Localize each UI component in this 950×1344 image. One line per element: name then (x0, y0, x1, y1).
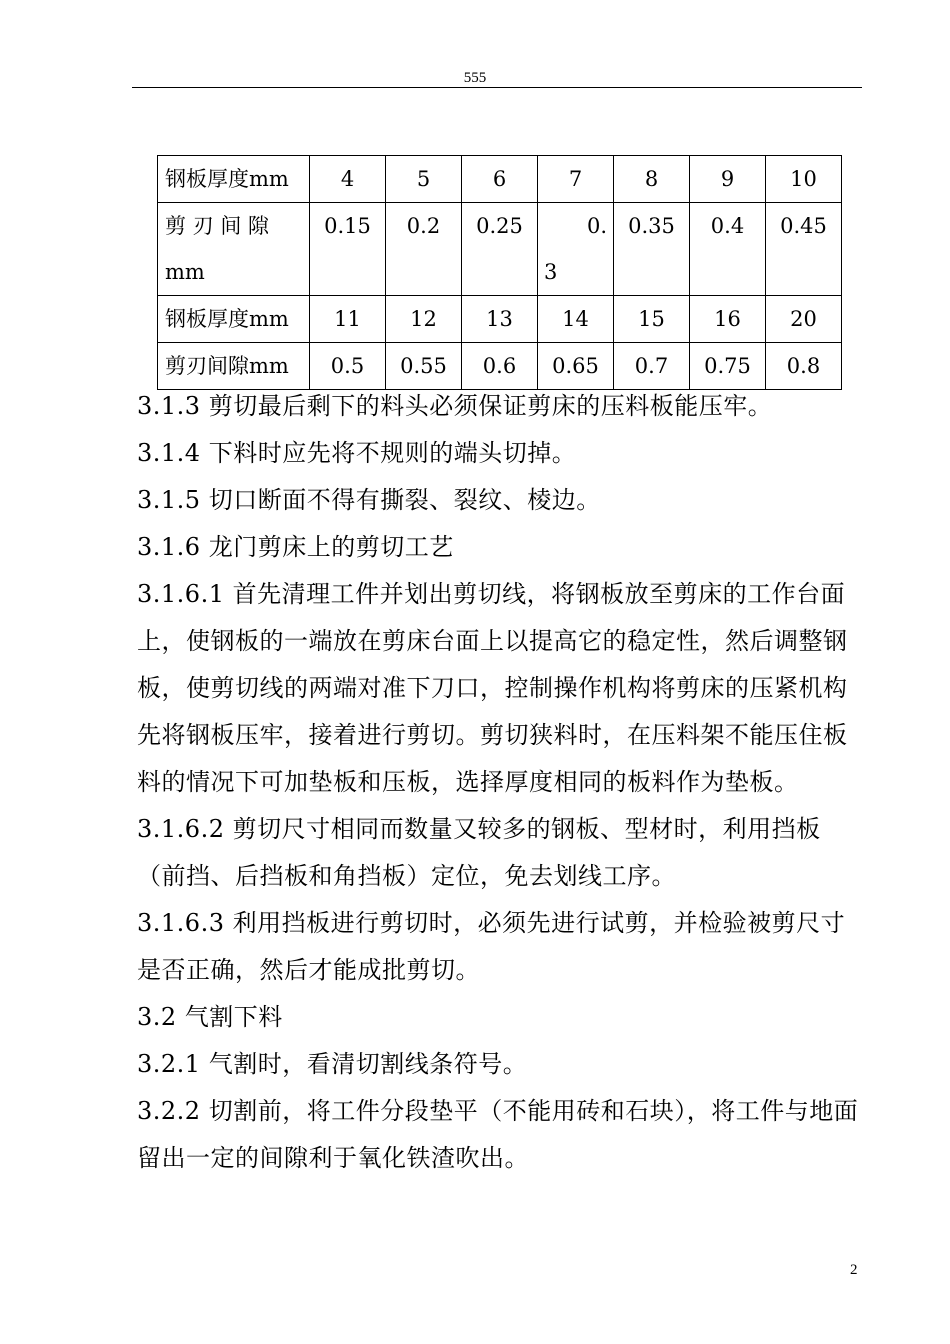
row-label: 钢板厚度mm (158, 156, 310, 203)
paragraph: 3.1.6 龙门剪床上的剪切工艺 (137, 533, 454, 561)
table-cell: 4 (310, 156, 386, 203)
table-cell: 20 (766, 296, 842, 343)
table-cell: 12 (386, 296, 462, 343)
table-cell: 0.55 (386, 343, 462, 390)
body-text (137, 383, 867, 1182)
table-cell: 0.35 (614, 203, 690, 296)
row-label: 钢板厚度mm (158, 296, 310, 343)
page-number: 2 (850, 1262, 858, 1278)
table-cell: 8 (614, 156, 690, 203)
table-row (158, 156, 842, 203)
table-cell: 11 (310, 296, 386, 343)
paragraph: 3.1.5 切口断面不得有撕裂、裂纹、棱边。 (137, 486, 601, 514)
table-cell: 0.65 (538, 343, 614, 390)
table-cell: 0.25 (462, 203, 538, 296)
table-cell: 0.7 (614, 343, 690, 390)
paragraph: 3.1.6.2 剪切尺寸相同而数量又较多的钢板、型材时，利用挡板（前挡、后挡板和角挡板）定位，免去划线工序。 (137, 815, 821, 890)
table-cell: 0.75 (690, 343, 766, 390)
table-cell: 13 (462, 296, 538, 343)
table-cell: 0.15 (310, 203, 386, 296)
table-row (158, 296, 842, 343)
paragraph: 3.2.2 切割前，将工件分段垫平（不能用砖和石块），将工件与地面留出一定的间隙利于氧化铁渣吹出。 (137, 1097, 859, 1172)
table-cell (538, 203, 614, 296)
table-cell: 0.6 (462, 343, 538, 390)
table-row (158, 203, 842, 296)
table-cell: 10 (766, 156, 842, 203)
table-cell: 14 (538, 296, 614, 343)
table-cell: 6 (462, 156, 538, 203)
table-cell: 0.5 (310, 343, 386, 390)
table-cell: 5 (386, 156, 462, 203)
page-header-number: 555 (463, 70, 487, 86)
table-cell: 7 (538, 156, 614, 203)
table-cell: 0.2 (386, 203, 462, 296)
paragraph: 3.1.3 剪切最后剩下的料头必须保证剪床的压料板能压牢。 (137, 392, 773, 420)
header-rule (132, 87, 862, 88)
paragraph: 3.1.6.1 首先清理工件并划出剪切线，将钢板放至剪床的工作台面上，使钢板的一端放在剪床台面上以提高它的稳定性，然后调整钢板，使剪切线的两端对准下刀口，控制操作机构将剪床的压紧机构先将钢板压牢，接着进行剪切。剪切狭料时，在压料架不能压住板料的情况下可加垫板和压板，选择厚度相同的板料作为垫板。 (137, 580, 848, 796)
paragraph: 3.2.1 气割时，看清切割线条符号。 (137, 1050, 528, 1078)
table-cell: 0.45 (766, 203, 842, 296)
row-label: 剪刃间隙mm (158, 343, 310, 390)
table-cell: 16 (690, 296, 766, 343)
shear-gap-table (157, 155, 842, 390)
table-cell: 15 (614, 296, 690, 343)
row-label (158, 203, 310, 296)
row-label-unit: mm (165, 260, 205, 284)
cell-line-wrap: 3 (544, 260, 558, 284)
row-label-line: 剪 刃 间 隙 (165, 214, 270, 238)
table-cell: 0.4 (690, 203, 766, 296)
cell-line: 0. (586, 214, 607, 238)
paragraph: 3.2 气割下料 (137, 1003, 283, 1031)
table-cell: 0.8 (766, 343, 842, 390)
paragraph: 3.1.6.3 利用挡板进行剪切时，必须先进行试剪，并检验被剪尺寸是否正确，然后才能成批剪切。 (137, 909, 846, 984)
table-cell: 9 (690, 156, 766, 203)
paragraph: 3.1.4 下料时应先将不规则的端头切掉。 (137, 439, 577, 467)
